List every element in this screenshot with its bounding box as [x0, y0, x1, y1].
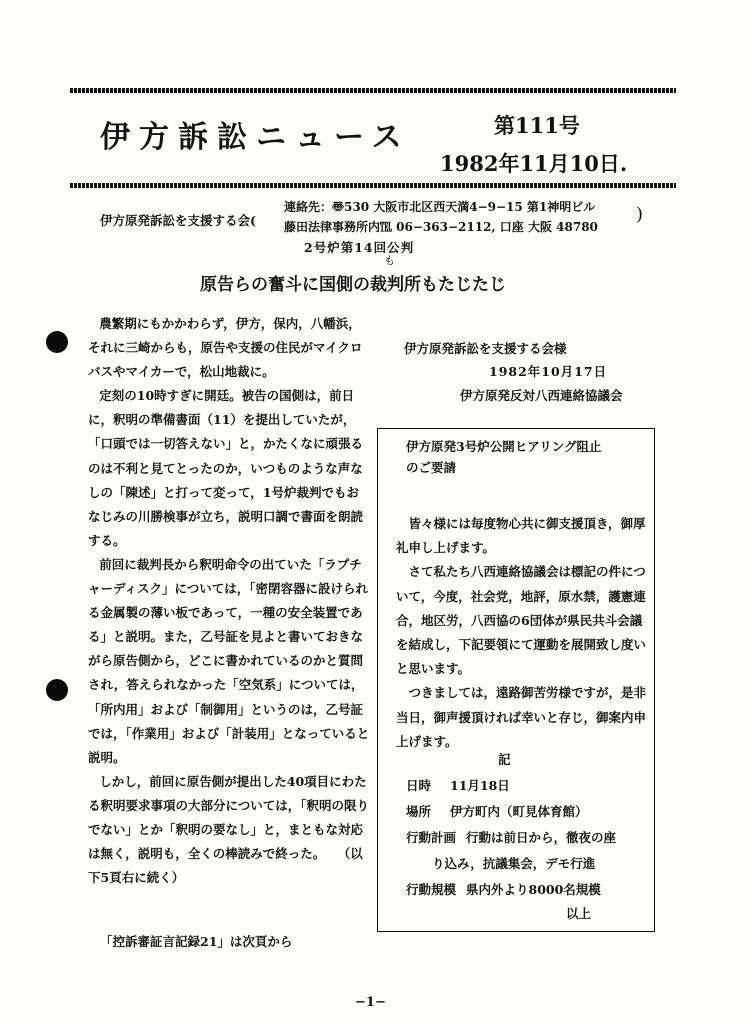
article-paragraph: 農繁期にもかかわらず，伊方，保内，八幡浜，それに三崎からも，原告や支援の住民がマイクロバスやマイカーで，松山地裁に。 [88, 316, 363, 380]
request-paragraph: さて私たち八西連絡協議会は標記の件について，今度，社会党，地評，原水禁，護憲連合，地区労，八西協の6団体が県民共斗会議を結成し，下記要領にて運動を展開致し度いと思います。 [396, 564, 647, 677]
contact-line-1: 連絡先：〠530 大阪市北区西天満4−9−15 第1神明ビル [284, 200, 596, 214]
letter-recipient: 伊方原発訴訟を支援する会様 [404, 341, 567, 356]
detail-row [406, 880, 601, 898]
article-paragraph: しかし，前回に原告側が提出した40項目にわたる釈明要求事項の大部分については，「釈明の限りでない」とか「釈明の要なし」と，まともな対応は無く，説明も，全くの棒読みで終った。 （以下5頁右に続く） [88, 773, 370, 886]
request-paragraph: 皆々様には毎度物心共に御支援頂き，御厚礼申し上げます。 [396, 516, 646, 556]
letter-sender: 伊方原発反対八西連絡協議会 [460, 388, 623, 403]
request-title [406, 436, 601, 478]
issue-date: 1982年11月10日. [440, 151, 628, 176]
hearing-label: 2号炉第14回公判 [304, 240, 415, 255]
detail-row [432, 854, 595, 872]
detail-label: 行動規模 [406, 882, 457, 897]
detail-value: 行動は前日から，徹夜の座 [466, 830, 617, 845]
top-rule [70, 88, 676, 93]
detail-value: 伊方町内（町見体育館） [450, 804, 588, 819]
page-number: −1− [355, 995, 386, 1010]
contact-close-paren: ) [636, 204, 644, 225]
footer-note: 「控訴審証言記録21」は次頁から [100, 934, 293, 949]
detail-row [566, 904, 591, 922]
detail-label: 日時 [406, 778, 432, 793]
request-paragraph: つきましては，遠路御苦労様ですが，是非当日，御声援頂ければ幸いと存じ，御案内申上げます。 [396, 685, 647, 749]
article-paragraph: 前回に裁判長から釈明命令の出ていた「ラプチャーディスク」については，「密閉容器に設けられる金属製の薄い板であって，一種の安全装置である」と説明。また，乙号証を見よと書いておきながら原告側から，どこに書かれているのかと質問され，答えられなかった「空気系」については，「所内用」および「制御用」というのは，乙号証では，「作業用」および「計装用」となっていると説明。 [88, 556, 370, 765]
contact-line-2: 藤田法律事務所内℡ 06−363−2112, 口座 大阪 48780 [284, 220, 598, 234]
article-paragraph: 定刻の10時すぎに開廷。被告の国側は，前日に，釈明の準備書面（11）を提出していたが，「口頭では一切答えない」と，かたくなに頑張るのは不利と見てとったのか，いつものような声なしの「陳述」と打って変って，1号炉裁判でもおなじみの川勝検事が立ち，説明口調で書面を朗読する。 [88, 388, 364, 548]
request-title-line: 伊方原発3号炉公開ヒアリング阻止 [406, 439, 602, 454]
detail-label: 場所 [406, 804, 432, 819]
detail-row [406, 802, 588, 820]
detail-row [406, 828, 616, 846]
newsletter-title: 伊方訴訟ニュース [100, 120, 411, 155]
closing-ijo: 以上 [566, 906, 592, 921]
punch-hole [46, 679, 68, 701]
detail-row [406, 776, 510, 794]
detail-value: り込み，抗議集会，デモ行進 [432, 856, 596, 871]
article-body [88, 312, 370, 890]
letter-date: 1982年10月17日 [489, 364, 608, 379]
ki-mark: 記 [498, 752, 511, 767]
middle-rule [70, 183, 676, 188]
detail-label: 行動計画 [406, 830, 457, 845]
article-headline: 原告らの奮斗に国側の裁判所もたじたじ [200, 275, 506, 295]
headline-correction: も [384, 254, 395, 267]
punch-hole [46, 331, 68, 353]
request-body [396, 512, 652, 754]
contact-info [284, 197, 598, 237]
support-org-name: 伊方原発訴訟を支援する会( [100, 213, 256, 228]
request-title-line: のご要請 [406, 460, 457, 475]
detail-value: 県内外より8000名規模 [466, 882, 601, 897]
detail-value: 11月18日 [450, 778, 510, 793]
issue-number: 第111号 [494, 113, 580, 138]
